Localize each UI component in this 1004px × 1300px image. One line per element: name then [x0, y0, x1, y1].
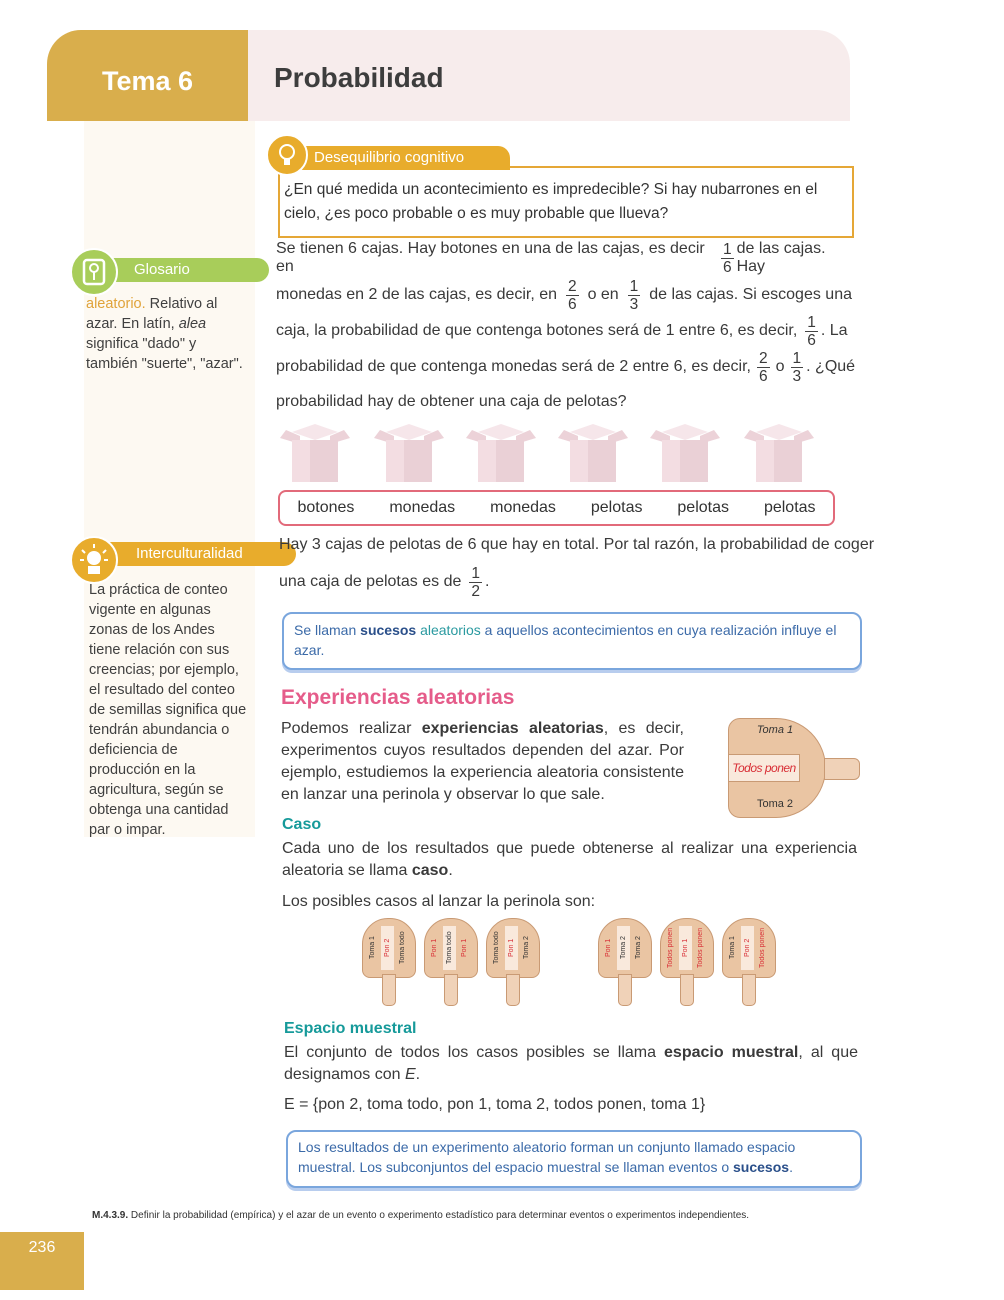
spinner-face-label: Toma todo — [399, 931, 406, 965]
spinner-face-label: Pon 2 — [381, 926, 394, 970]
perinola-bottom-label: Toma 2 — [756, 798, 794, 810]
spinner-face-label: Pon 1 — [679, 926, 692, 970]
sucesos-definition-box: Se llaman sucesos aleatorios a aquellos acontecimientos en cuya realización influye el azar. — [282, 612, 862, 670]
glosario-term: aleatorio. — [86, 296, 146, 312]
caso-posibles: Los posibles casos al lanzar la perinola son: — [282, 893, 596, 910]
spinner-face-label: Toma 2 — [617, 926, 630, 970]
intro-line-2: monedas en 2 de las cajas, es decir, en $\frac{2}{6}$ o en $\frac{1}{3}$ de las cajas. Si escoges una — [276, 277, 852, 313]
spinner-face-label: Toma 1 — [729, 936, 736, 960]
box-1 — [280, 424, 350, 482]
spinner-face-label: Pon 1 — [605, 938, 612, 958]
espacio-text: El conjunto de todos los casos posibles se llama espacio muestral, al que designamos con E. — [284, 1044, 858, 1083]
spinner-face-label: Toma 1 — [369, 936, 376, 960]
interculturalidad-tag: Interculturalidad — [92, 542, 296, 566]
tema-label: Tema 6 — [101, 66, 194, 96]
spinner-face-label: Todos ponen — [759, 927, 766, 969]
box-label-2: monedas — [389, 499, 456, 516]
perinola-mid-label: Todos ponen — [728, 754, 800, 782]
lightbulb-icon — [266, 134, 308, 176]
box-4 — [558, 424, 628, 482]
box-label-3: monedas — [490, 499, 556, 516]
spinner-6 — [720, 914, 776, 1010]
espacio-set: E = {pon 2, toma todo, pon 1, toma 2, todos ponen, toma 1} — [284, 1096, 706, 1113]
fraction-one-sixth: $\frac{1}{6}$ — [722, 240, 732, 276]
glosario-icon — [70, 248, 118, 296]
box-3 — [466, 424, 536, 482]
box-6 — [744, 424, 814, 482]
desequilibrio-tag: Desequilibrio cognitivo — [300, 146, 510, 170]
experiencias-title: Experiencias aleatorias — [281, 686, 515, 709]
glosario-text: aleatorio. Relativo al azar. En latín, alea significa "dado" y también "suerte", "azar". — [86, 296, 243, 372]
desequilibrio-text: ¿En qué medida un acontecimiento es impredecible? Si hay nubarrones en el cielo, ¿es poco probable o es muy probable que llueva? — [284, 181, 818, 222]
intro-line-5: probabilidad hay de obtener una caja de pelotas? — [276, 393, 627, 410]
box-label-5: pelotas — [677, 499, 729, 516]
spinner-face-label: Toma todo — [443, 926, 456, 970]
box-5 — [650, 424, 720, 482]
boxes-illustration — [278, 420, 834, 490]
spinner-face-label: Todos ponen — [697, 927, 704, 969]
interculturalidad-text: La práctica de conteo vigente en algunas zonas de los Andes tiene relación con sus creencias; por ejemplo, el resultado del conteo de semillas significa que tendrán abundancia o deficiencia de producción en la agricultura, según se obtenga una cantidad par o impar. — [89, 582, 247, 838]
intro-line-1: Se tienen 6 cajas. Hay botones en una de las cajas, es decir en $\frac{1}{6}$ de las cajas. Hay — [276, 240, 826, 276]
spinner-1 — [360, 914, 416, 1010]
glosario-tag: Glosario — [90, 258, 269, 282]
spinners-row — [360, 914, 780, 1010]
box-2 — [374, 424, 444, 482]
spinner-face-label: Pon 1 — [505, 926, 518, 970]
pelotas-line-1: Hay 3 cajas de pelotas de 6 que hay en total. Por tal razón, la probabilidad de coger — [279, 536, 875, 553]
caso-title: Caso — [282, 816, 322, 833]
spinner-face-label: Pon 1 — [431, 938, 438, 958]
box-label-1: botones — [297, 499, 355, 516]
caso-text: Cada uno de los resultados que puede obtenerse al realizar una experiencia aleatoria se llama caso. — [282, 840, 857, 879]
spinner-face-label: Pon 1 — [461, 938, 468, 958]
pelotas-line-2: una caja de pelotas es de $\frac{1}{2}$ . — [279, 564, 490, 600]
interculturalidad-icon — [70, 536, 118, 584]
spinner-face-label: Toma todo — [493, 931, 500, 965]
curriculum-code: M.4.3.9. Definir la probabilidad (empírica) y el azar de un evento o experimento estadístico para determinar eventos o experimentos independientes. — [92, 1210, 750, 1221]
resultados-box: Los resultados de un experimento aleatorio forman un conjunto llamado espacio muestral. Los subconjuntos del espacio muestral se llaman eventos o sucesos. — [286, 1130, 862, 1188]
spinner-face-label: Toma 2 — [523, 936, 530, 960]
box-labels — [278, 490, 835, 526]
intro-line-3: caja, la probabilidad de que contenga botones será de 1 entre 6, es decir, $\frac{1}{6}$ . La — [276, 313, 848, 349]
intro-line-4: probabilidad de que contenga monedas será de 2 entre 6, es decir, $\frac{2}{6}$ o $\frac{1}{3}$ . ¿Qué — [276, 349, 856, 385]
perinola-top-label: Toma 1 — [756, 724, 794, 736]
spinner-3 — [484, 914, 540, 1010]
experiencias-text: Podemos realizar experiencias aleatorias, es decir, experimentos cuyos resultados dependen del azar. Por ejemplo, estudiemos la experiencia aleatoria consistente en lanzar una perinola y observar lo que sale. — [281, 720, 684, 803]
spinner-2 — [422, 914, 478, 1010]
fraction-one-half: $\frac{1}{2}$ — [471, 564, 480, 600]
page-number: 236 — [0, 1232, 84, 1290]
spinner-4 — [596, 914, 652, 1010]
spinner-face-label: Pon 2 — [741, 926, 754, 970]
perinola-illustration — [720, 718, 860, 818]
page-title: Probabilidad — [274, 62, 444, 93]
spinner-5 — [658, 914, 714, 1010]
espacio-title: Espacio muestral — [284, 1020, 417, 1037]
box-label-6: pelotas — [763, 499, 816, 516]
spinner-face-label: Todos ponen — [667, 927, 674, 969]
box-label-4: pelotas — [590, 499, 643, 516]
spinner-face-label: Toma 2 — [635, 936, 642, 960]
